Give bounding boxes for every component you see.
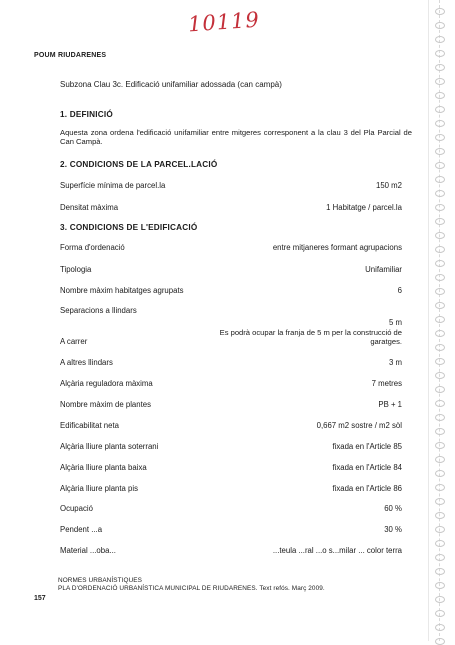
- binding-ring-hole: [435, 50, 445, 57]
- table-row: [60, 546, 402, 558]
- row-value: 0,667 m2 sostre / m2 sòl: [316, 421, 402, 430]
- binding-ring-hole: [435, 64, 445, 71]
- binding-ring-hole: [435, 540, 445, 547]
- row-value: 60 %: [384, 504, 402, 513]
- table-row: [60, 337, 402, 349]
- row-label: Nombre màxim de plantes: [60, 400, 152, 409]
- table-row: [60, 504, 402, 516]
- binding-ring-hole: [435, 372, 445, 379]
- definicio-text: Aquesta zona ordena l'edificació unifamiliar entre mitgeres corresponent a la clau 3 del Pla Parcial de Can Campà.: [60, 128, 412, 146]
- row-label: A carrer: [60, 337, 88, 346]
- row-label: Alçària reguladora màxima: [60, 379, 153, 388]
- binding-ring-hole: [435, 568, 445, 575]
- table-row: [60, 265, 402, 277]
- section-heading-definicio: 1. DEFINICIÓ: [60, 110, 113, 119]
- binding-ring-hole: [435, 302, 445, 309]
- binding-ring-hole: [435, 8, 445, 15]
- binding-ring-hole: [435, 414, 445, 421]
- binding-ring-hole: [435, 260, 445, 267]
- binding-ring-hole: [435, 484, 445, 491]
- row-value: fixada en l'Article 85: [332, 442, 402, 451]
- row-value: 6: [397, 286, 402, 295]
- binding-ring-hole: [435, 92, 445, 99]
- binding-ring-hole: [435, 36, 445, 43]
- row-label: Ocupació: [60, 504, 93, 513]
- row-label: Pendent ...a: [60, 525, 103, 534]
- binding-ring-hole: [435, 344, 445, 351]
- binding-ring-hole: [435, 22, 445, 29]
- binding-ring-hole: [435, 526, 445, 533]
- row-value: 150 m2: [375, 181, 402, 190]
- binding-ring-hole: [435, 442, 445, 449]
- table-row: [60, 442, 402, 454]
- binding-ring-hole: [435, 288, 445, 295]
- binding-ring-hole: [435, 330, 445, 337]
- row-label: Edificabilitat neta: [60, 421, 119, 430]
- footer-line-2: PLA D'ORDENACIÓ URBANÍSTICA MUNICIPAL DE RIUDARENES. Text refós. Març 2009.: [58, 585, 325, 592]
- binding-ring-hole: [435, 190, 445, 197]
- binding-ring-hole: [435, 134, 445, 141]
- ring-binding: [428, 0, 455, 641]
- binding-ring-hole: [435, 512, 445, 519]
- row-value: 5 m: [389, 318, 402, 327]
- row-label: Tipologia: [60, 265, 92, 274]
- table-row: [60, 484, 402, 496]
- binding-ring-hole: [435, 470, 445, 477]
- binding-ring-hole: [435, 274, 445, 281]
- binding-ring-hole: [435, 176, 445, 183]
- table-row: [60, 358, 402, 370]
- binding-ring-hole: [435, 218, 445, 225]
- footer-line-1: NORMES URBANÍSTIQUES: [58, 577, 143, 584]
- binding-ring-hole: [435, 456, 445, 463]
- table-row: [60, 421, 402, 433]
- binding-ring-hole: [435, 120, 445, 127]
- row-value: 30 %: [384, 525, 402, 534]
- handwritten-number: 10119: [187, 7, 261, 37]
- binding-ring-hole: [435, 624, 445, 631]
- binding-ring-hole: [435, 386, 445, 393]
- row-value: entre mitjaneres formant agrupacions: [272, 243, 402, 252]
- table-row: [60, 379, 402, 391]
- binding-ring-hole: [435, 204, 445, 211]
- table-row: [60, 203, 402, 215]
- binding-ring-hole: [435, 316, 445, 323]
- row-label: Superfície mínima de parcel.la: [60, 181, 166, 190]
- binding-ring-hole: [435, 498, 445, 505]
- row-label: Alçària lliure planta baixa: [60, 463, 147, 472]
- row-value: ...teula ...ral ...o s...milar ... color terra: [272, 546, 402, 555]
- row-label: Forma d'ordenació: [60, 243, 125, 252]
- carrer-note: Es podrà ocupar la franja de 5 m per la construcció de garatges.: [219, 328, 402, 346]
- row-value: Unifamiliar: [365, 265, 402, 274]
- table-row: [60, 525, 402, 537]
- binding-ring-hole: [435, 106, 445, 113]
- row-label: A altres llindars: [60, 358, 113, 367]
- table-row: [60, 463, 402, 475]
- binding-ring-hole: [435, 358, 445, 365]
- document-header: POUM RIUDARENES: [34, 52, 107, 59]
- binding-ring-hole: [435, 582, 445, 589]
- section-heading-parcellacio: 2. CONDICIONS DE LA PARCEL.LACIÓ: [60, 160, 218, 169]
- binding-ring-hole: [435, 610, 445, 617]
- row-value: PB + 1: [378, 400, 402, 409]
- table-row: [60, 286, 402, 298]
- table-row: [60, 243, 402, 255]
- row-label: Separacions a llindars: [60, 306, 137, 315]
- binding-ring-hole: [435, 246, 445, 253]
- binding-ring-hole: [435, 638, 445, 645]
- row-value: fixada en l'Article 86: [332, 484, 402, 493]
- binding-ring-hole: [435, 78, 445, 85]
- row-label: Nombre màxim habitatges agrupats: [60, 286, 184, 295]
- binding-ring-hole: [435, 554, 445, 561]
- row-label: Alçària lliure planta soterrani: [60, 442, 159, 451]
- row-value: 3 m: [389, 358, 402, 367]
- table-row: [60, 181, 402, 193]
- section-heading-edificacio: 3. CONDICIONS DE L'EDIFICACIÓ: [60, 223, 198, 232]
- table-row: [60, 306, 402, 318]
- row-value: 1 Habitatge / parcel.la: [326, 203, 402, 212]
- page-number: 157: [34, 595, 46, 602]
- binding-ring-hole: [435, 148, 445, 155]
- row-label: Alçària lliure planta pis: [60, 484, 139, 493]
- binding-ring-hole: [435, 596, 445, 603]
- row-value: fixada en l'Article 84: [332, 463, 402, 472]
- table-row: [60, 400, 402, 412]
- subzone-title: Subzona Clau 3c. Edificació unifamiliar adossada (can campà): [60, 80, 282, 89]
- row-label: Densitat màxima: [60, 203, 119, 212]
- binding-ring-hole: [435, 232, 445, 239]
- row-label: Material ...oba...: [60, 546, 116, 555]
- binding-ring-hole: [435, 428, 445, 435]
- binding-ring-hole: [435, 162, 445, 169]
- row-value: 7 metres: [371, 379, 402, 388]
- binding-ring-hole: [435, 400, 445, 407]
